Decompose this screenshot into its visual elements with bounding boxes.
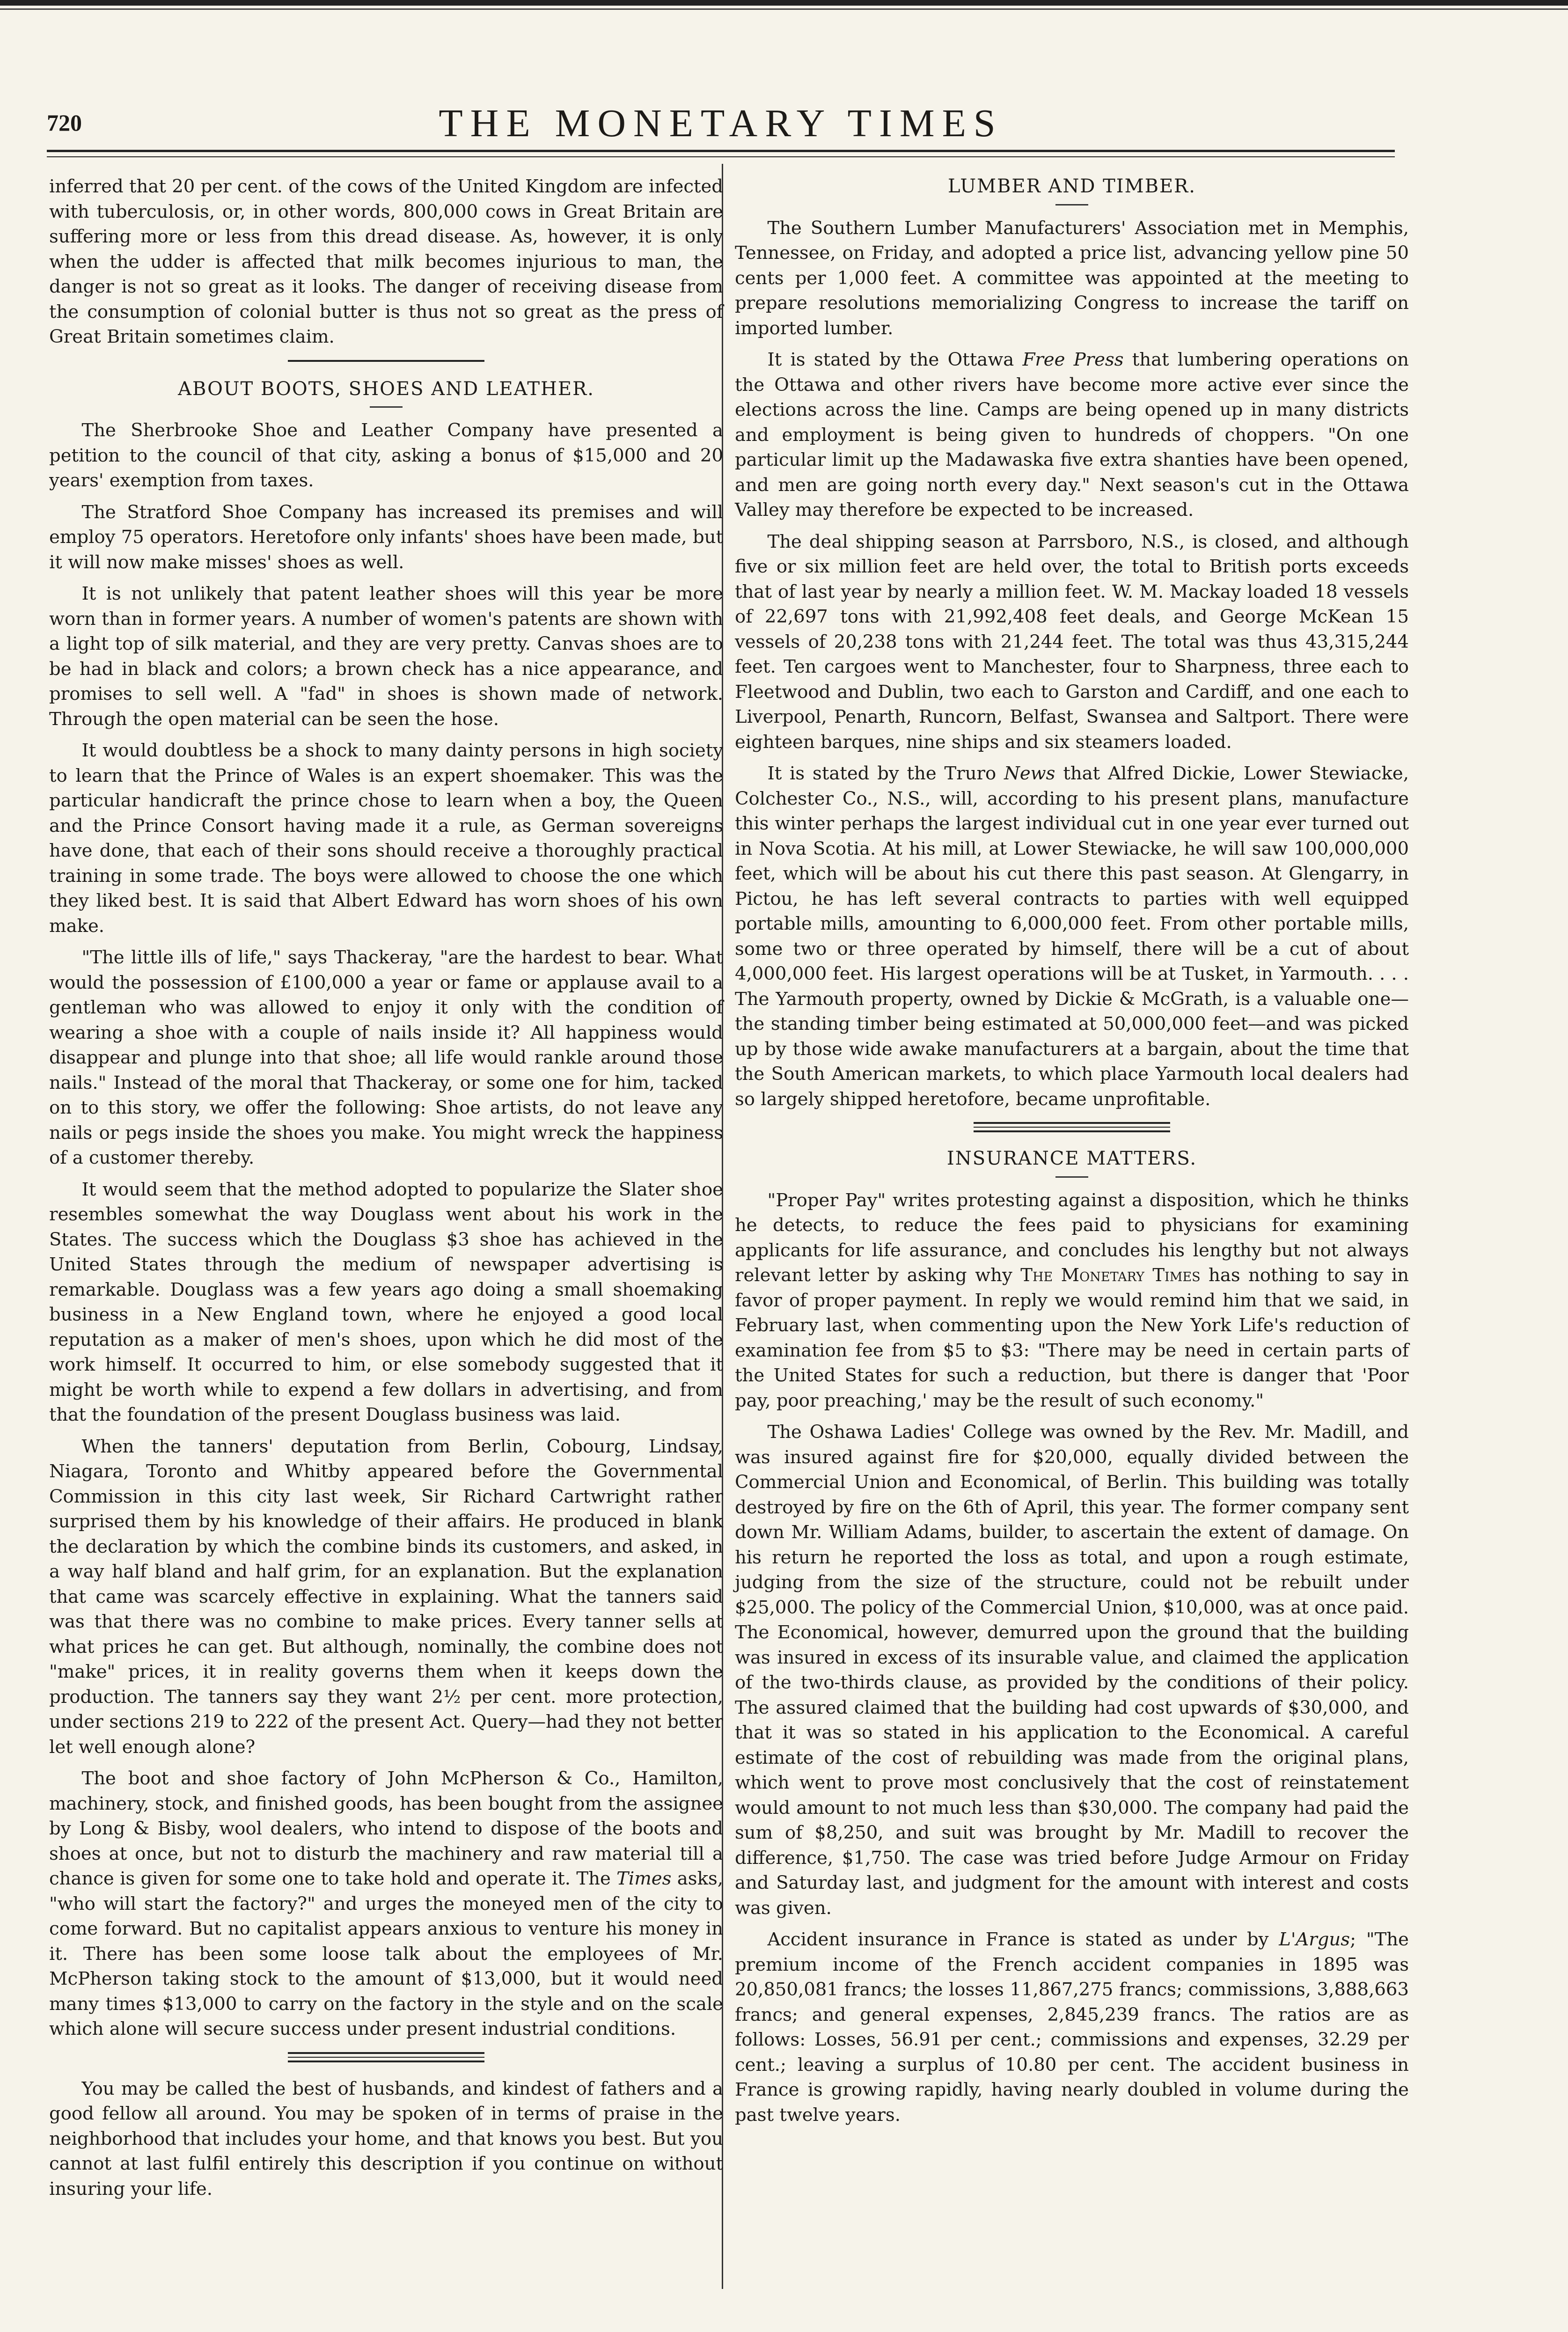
lumber-paragraph — [735, 761, 1409, 1112]
boots-paragraph: It would doubtless be a shock to many dainty persons in high society to learn that the Prince of Wales is an expert shoemaker. This was the particular handicraft the prince chose to learn when a boy, the Queen and the Prince Consort having made it a rule, as German sovereigns have done, that each of their sons should receive a thoroughly practical training in some trade. The boys were allowed to choose the one which they liked best. It is said that Albert Edward has worn shoes of his own make. — [49, 740, 723, 937]
lumber-heading: LUMBER AND TIMBER. — [947, 176, 1196, 197]
tuberculosis-continuation: inferred that 20 per cent. of the cows of the United Kingdom are infected with tuberculosis, or, in other words, 800,000 cows in Great Britain are suffering more or less from this dread disease. As, however, it is only when the udder is affected that milk becomes injurious to man, the danger is not so great as it looks. The danger of receiving disease from the consumption of colonial butter is thus not so great as the press of Great Britain sometimes claim. — [49, 176, 723, 347]
insurance-heading: INSURANCE MATTERS. — [946, 1148, 1197, 1169]
page-number: 720 — [47, 110, 82, 136]
heading-dash — [1055, 204, 1088, 205]
insurance-paragraph — [735, 1188, 1409, 1414]
rule-line — [974, 1122, 1170, 1124]
boots-heading: ABOUT BOOTS, SHOES AND LEATHER. — [178, 378, 594, 400]
text-run: asks, "who will start the factory?" and urges the moneyed men of the city to come forward. But no capitalist appears anxious to venture his money in it. There has been some loose talk about the employees of Mr. McPherson taking stock to the amount of $13,000, but it would need many times $13,000 to carry on the factory in the style and on the scale which alone will secure success under present industrial conditions. — [49, 1868, 724, 2039]
lumber-paragraph: The Southern Lumber Manufacturers' Association met in Memphis, Tennessee, on Friday, and adopted a price list, advancing yellow pine 50 cents per 1,000 feet. A committee was appointed at the meeting to prepare resolutions memorializing Congress to increase the tariff on imported lumber. — [735, 217, 1409, 339]
publication-name: Times — [616, 1868, 672, 1889]
text-run: It is stated by the Ottawa — [767, 349, 1023, 370]
right-column — [735, 174, 1409, 2134]
double-rule — [974, 1122, 1170, 1132]
publication-name: News — [1004, 763, 1055, 784]
boots-paragraph: The Stratford Shoe Company has increased its premises and will employ 75 operators. Heretofore only infants' shoes have been made, but it will now make misses' shoes as well. — [49, 501, 723, 573]
lumber-paragraph: The deal shipping season at Parrsboro, N.S., is closed, and although five or six million feet are held over, the total to British ports exceeds that of last year by nearly a million feet. W. M. Mackay loaded 18 vessels of 22,697 tons with 21,992,408 feet deals, and George McKean 15 vessels of 20,238 tons with 21,244 feet. The total was thus 43,315,244 feet. Ten cargoes went to Manchester, four to Sharpness, three each to Fleetwood and Dublin, two each to Garston and Cardiff, and one each to Liverpool, Penarth, Runcorn, Belfast, Swansea and Saltport. There were eighteen barques, nine ships and six steamers loaded. — [735, 531, 1409, 753]
text-run: has nothing to say in favor of proper payment. In reply we would remind him that we said, in February last, when commenting upon the New York Life's reduction of examination fee from $5 to $3: "There may be need in certain parts of the United States for such a reduction, but there is danger that 'Poor pay, poor preaching,' may be the result of such economy." — [735, 1265, 1409, 1411]
header-rule — [47, 150, 1395, 152]
rule-line — [974, 1127, 1170, 1128]
rule-line — [288, 2061, 484, 2062]
boots-paragraph: The Sherbrooke Shoe and Leather Company have presented a petition to the council of that city, asking a bonus of $15,000 and 20 years' exemption from taxes. — [49, 420, 723, 491]
page-header — [47, 101, 1395, 152]
insurance-paragraph: The Oshawa Ladies' College was owned by the Rev. Mr. Madill, and was insured against fire for $20,000, equally divided between the Commercial Union and Economical, of Berlin. This building was totally destroyed by fire on the 6th of April, this year. The former company sent down Mr. William Adams, builder, to ascertain the extent of damage. On his return he reported the loss as total, and upon a rough estimate, judging from the size of the structure, could not be rebuilt under $25,000. The policy of the Commercial Union, $10,000, was at once paid. The Economical, however, demurred upon the ground that the building was insured in excess of its insurable value, and claimed the application of the two-thirds clause, as provided by the conditions of their policy. The assured claimed that the building had cost upwards of $30,000, and that it was so stated in his application to the Economical. A careful estimate of the cost of rebuilding was made from the original plans, which went to prove most conclusively that the cost of reinstatement would amount to not much less than $30,000. The company had paid the sum of $8,250, and suit was brought by Mr. Madill to recover the difference, $1,750. The case was tried before Judge Armour on Friday and Saturday last, and judgment for the amount with interest and costs was given. — [735, 1422, 1409, 1919]
text-run: "Proper Pay" writes protesting against a disposition, which he thinks he detects, to reduce the fees paid to physicians for examining applicants for life assurance, and concludes his lengthy but not always relevant letter by asking why — [735, 1189, 1409, 1286]
left-column — [49, 174, 723, 2208]
heading-dash — [370, 406, 403, 408]
insurance-closing-paragraph: You may be called the best of husbands, and kindest of fathers and a good fellow all around. You may be spoken of in terms of praise in the neighborhood that includes your home, and that knows you best. But you cannot at last fulfil entirely this description if you continue on without insuring your life. — [49, 2078, 723, 2200]
boots-paragraph: It would seem that the method adopted to popularize the Slater shoe resembles somewhat the way Douglass went about his work in the States. The success which the Douglass $3 shoe has achieved in the United States through the medium of newspaper advertising is remarkable. Douglass was a few years ago doing a small shoemaking business in a New England town, where he enjoyed a good local reputation as a maker of men's shoes, upon which he did most of the work himself. It occurred to him, or else somebody suggested that it might be worth while to expend a few dollars in advertising, and from that the foundation of the present Douglass business was laid. — [49, 1179, 723, 1425]
insurance-paragraph — [735, 1927, 1409, 2127]
header-rule-thin — [47, 156, 1395, 157]
text-run: Accident insurance in France is stated as under by — [767, 1929, 1279, 1950]
masthead-title: THE MONETARY TIMES — [439, 102, 1003, 145]
rule-line — [974, 1130, 1170, 1132]
rule-line — [288, 2052, 484, 2054]
top-border-thin — [0, 8, 1568, 10]
text-run: The boot and shoe factory of John McPherson & Co., Hamilton, machinery, stock, and finished goods, has been bought from the assignee by Long & Bisby, wool dealers, who intend to dispose of the boots and shoes at once, but not to disturb the machinery and raw material till a chance is given for some one to take hold and operate it. The — [49, 1768, 723, 1889]
heading-dash — [1055, 1176, 1088, 1178]
text-run: It is stated by the Truro — [767, 763, 1004, 784]
text-run: that Alfred Dickie, Lower Stewiacke, Colchester Co., N.S., will, according to his present plans, manufacture this winter perhaps the largest individual cut in one year ever turned out in Nova Scotia. At his mill, at Lower Stewiacke, he will saw 100,000,000 feet, which will be about his cut there this past season. At Glengarry, in Pictou, he has left several contracts to parties with well equipped portable mills, amounting to 6,000,000 feet. From other portable mills, some two or three operated by himself, there will be a cut of about 4,000,000 feet. His largest operations will be at Tusket, in Yarmouth. . . . The Yarmouth property, owned by Dickie & McGrath, is a valuable one—the standing timber being estimated at 50,000,000 feet—and was picked up by those wide awake manufacturers at a bargain, about the time that the South American markets, to which place Yarmouth local dealers had so largely shipped heretofore, became unprofitable. — [735, 763, 1409, 1110]
publication-name: The Monetary Times — [1020, 1265, 1201, 1286]
section-rule — [288, 360, 484, 362]
top-border — [0, 0, 1568, 6]
boots-paragraph: "The little ills of life," says Thackeray, "are the hardest to bear. What would the possession of £100,000 a year or fame or applause avail to a gentleman who was allowed to enjoy it only with the condition of wearing a shoe with a couple of nails inside it? All happiness would disappear and plunge into that shoe; all life would rankle around those nails." Instead of the moral that Thackeray, or some one for him, tacked on to this story, we offer the following: Shoe artists, do not leave any nails or pegs inside the shoes you make. You might wreck the happiness of a customer thereby. — [49, 947, 723, 1168]
boots-paragraph: When the tanners' deputation from Berlin, Cobourg, Lindsay, Niagara, Toronto and Whitby appeared before the Governmental Commission in this city last week, Sir Richard Cartwright rather surprised them by his knowledge of their affairs. He produced in blank the declaration by which the combine binds its customers, and asked, in a way half bland and half grim, for an explanation. But the explanation that came was scarcely effective in explaining. What the tanners said was that there was no combine to make prices. Every tanner sells at what prices he can get. But although, nominally, the combine does not "make" prices, it in reality governs them when it keeps down the production. The tanners say they want 2½ per cent. more protection, under sections 219 to 222 of the present Act. Query—had they not better let well enough alone? — [49, 1436, 723, 1758]
text-run: that lumbering operations on the Ottawa and other rivers have become more active ever since the elections across the line. Camps are being opened up in many districts and employment is being given to hundreds of choppers. "On one particular limit up the Madawaska five extra shanties have been opened, and men are going north every day." Next season's cut in the Ottawa Valley may therefore be expected to be increased. — [735, 349, 1409, 521]
boots-paragraph — [49, 1766, 723, 2042]
publication-name: Free Press — [1022, 349, 1124, 370]
lumber-paragraph — [735, 347, 1409, 523]
rule-line — [288, 2057, 484, 2058]
text-run: ; "The premium income of the French accident companies in 1895 was 20,850,081 francs; the losses 11,867,275 francs; commissions, 3,888,663 francs; and general expenses, 2,845,239 francs. The ratios are as follows: Losses, 56.91 per cent.; commissions and expenses, 32.29 per cent.; leaving a surplus of 10.80 per cent. The accident business in France is growing rapidly, having nearly doubled in volume during the past twelve years. — [735, 1929, 1409, 2126]
double-rule — [288, 2052, 484, 2062]
publication-name: L'Argus — [1279, 1929, 1350, 1950]
boots-paragraph: It is not unlikely that patent leather shoes will this year be more worn than in former years. A number of women's patents are shown with a light top of silk material, and they are very pretty. Canvas shoes are to be had in black and colors; a brown check has a nice appearance, and promises to sell well. A "fad" in shoes is shown made of network. Through the open material can be seen the hose. — [49, 583, 723, 730]
